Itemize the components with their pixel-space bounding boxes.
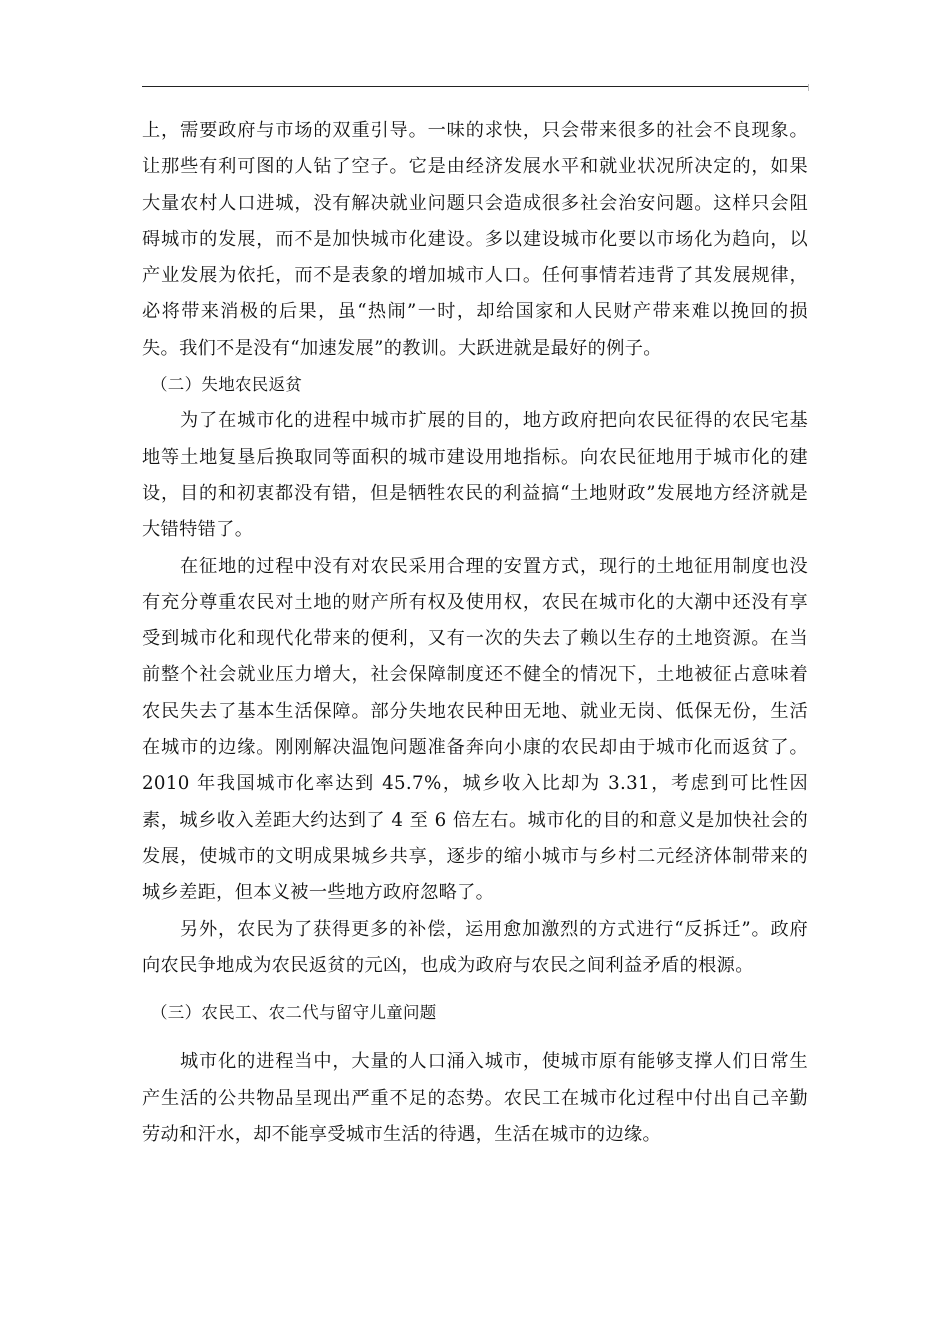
paragraph-continued: 上，需要政府与市场的双重引导。一味的求快，只会带来很多的社会不良现象。让那些有利可图的人钻了空子。它是由经济发展水平和就业状况所决定的，如果大量农村人口进城，没有解决就业问题只会造成很多社会治安问题。这样只会阻碍城市的发展，而不是加快城市化建设。多以建设城市化要以市场化为趋向，以产业发展为依托，而不是表象的增加城市人口。任何事情若违背了其发展规律，必将带来消极的后果，虽“热闹”一时，却给国家和人民财产带来难以挽回的损失。我们不是没有“加速发展”的教训。大跃进就是最好的例子。 <box>142 120 808 359</box>
paragraph-resettlement: 在征地的过程中没有对农民采用合理的安置方式，现行的土地征用制度也没有充分尊重农民对土地的财产所有权及使用权，农民在城市化的大潮中还没有享受到城市化和现代化带来的便利，又有一次的失去了赖以生存的土地资源。在当前整个社会就业压力增大，社会保障制度还不健全的情况下，土地被征占意味着农民失去了基本生活保障。部分失地农民种田无地、就业无岗、低保无份，生活在城市的边缘。刚刚解决温饱问题准备奔向小康的农民却由于城市化而返贫了。2010 年我国城市化率达到 45.7%，城乡收入比却为 3.31，考虑到可比性因素，城乡收入差距大约达到了 4 至 6 倍左右。城市化的目的和意义是加快社会的发展，使城市的文明成果城乡共享，逐步的缩小城市与乡村二元经济体制带来的城乡差距，但本义被一些地方政府忽略了。 <box>142 555 808 904</box>
document-body <box>142 113 808 1153</box>
header-rule <box>142 86 808 87</box>
paragraph-land-acquisition: 为了在城市化的进程中城市扩展的目的，地方政府把向农民征得的农民宅基地等土地复垦后换取同等面积的城市建设用地指标。向农民征地用于城市化的建设，目的和初衷都没有错，但是牺牲农民的利益搞“土地财政”发展地方经济就是大错特错了。 <box>142 410 808 541</box>
section-heading-3: （三）农民工、农二代与留守儿童问题 <box>151 1003 437 1023</box>
section-heading-2: （二）失地农民返贫 <box>151 375 303 395</box>
paragraph-anti-demolition: 另外，农民为了获得更多的补偿，运用愈加激烈的方式进行“反拆迁”。政府向农民争地成为农民返贫的元凶，也成为政府与农民之间利益矛盾的根源。 <box>142 918 808 976</box>
header-rule-end-mark <box>808 84 809 91</box>
paragraph-migrant-workers: 城市化的进程当中，大量的人口涌入城市，使城市原有能够支撑人们日常生产生活的公共物品呈现出严重不足的态势。农民工在城市化过程中付出自己辛勤劳动和汗水，却不能享受城市生活的待遇，生活在城市的边缘。 <box>142 1051 808 1146</box>
